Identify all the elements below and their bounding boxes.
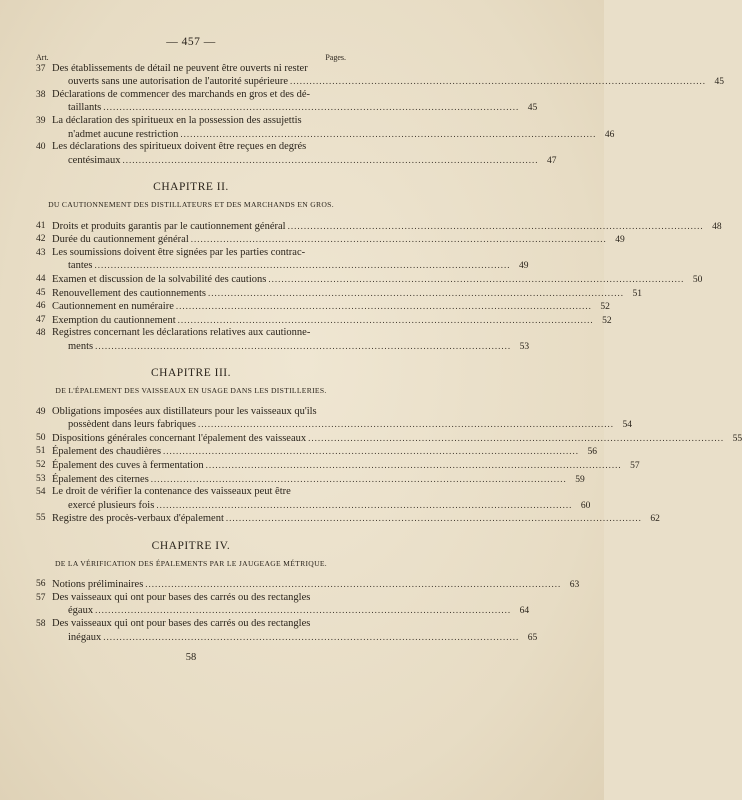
dot-leader (95, 259, 511, 272)
article-number: 45 (36, 287, 46, 298)
page-reference: 60 (580, 500, 591, 511)
entry-line (52, 259, 529, 273)
article-number: 43 (36, 247, 46, 258)
dot-leader (103, 631, 519, 644)
entry-line (52, 327, 529, 340)
article-number: 54 (36, 487, 46, 498)
page-reference: 52 (600, 302, 610, 313)
entry-text: Registre des procès-verbaux d'épalement (52, 513, 224, 525)
entry-text: inégaux (68, 631, 102, 643)
entry-text: Cautionnement en numéraire (52, 301, 174, 313)
chapter-entries (36, 578, 580, 644)
article-number: 40 (36, 142, 46, 153)
article-column-header: Art. (36, 52, 49, 62)
dot-leader (151, 473, 567, 486)
dot-leader (178, 314, 594, 327)
dot-leader (145, 578, 561, 591)
dot-leader (208, 287, 624, 300)
article-number: 47 (36, 314, 46, 325)
entry-text: Renouvellement des cautionnements (52, 287, 206, 299)
article-number: 39 (36, 115, 46, 126)
toc-entry (36, 246, 529, 273)
column-headers (36, 53, 346, 63)
entry-text: n'admet aucune restriction (68, 128, 179, 140)
entry-line (52, 314, 612, 328)
entry-text: centésimaux (68, 154, 121, 166)
entry-text: Obligations imposées aux distillateurs pour les vaisseaux qu'ils (52, 405, 317, 417)
page-reference: 49 (519, 261, 529, 272)
dot-leader (206, 459, 622, 472)
entry-text: Épalement des chaudières (52, 446, 162, 458)
chapter-title: CHAPITRE II. (153, 181, 229, 194)
entry-line (52, 604, 529, 618)
entry-line (52, 101, 537, 115)
entry-text: égaux (68, 605, 94, 617)
entry-body (52, 486, 590, 512)
dot-leader (180, 128, 596, 141)
page-number: — 457 — (166, 36, 216, 48)
dot-leader (95, 340, 511, 353)
dot-leader (176, 300, 592, 313)
article-number: 52 (36, 460, 46, 471)
entry-line (52, 89, 537, 102)
toc-entry (36, 578, 580, 592)
entry-line (52, 418, 632, 432)
entry-body (52, 459, 640, 473)
article-number: 41 (36, 220, 46, 231)
entry-body (52, 247, 529, 273)
article-number: 50 (36, 432, 46, 443)
entry-line (52, 128, 614, 142)
entry-text: Les soumissions doivent être signées par les parties contrac- (52, 246, 306, 258)
entry-text: Le droit de vérifier la contenance des vaisseaux peut être (52, 486, 291, 498)
toc-entry (36, 220, 722, 234)
toc-entry (36, 459, 640, 473)
page-reference: 63 (569, 580, 580, 591)
entry-text: ments (68, 340, 94, 352)
entry-text: La déclaration des spiritueux en la possession des assujettis (52, 114, 302, 126)
entry-body (52, 141, 556, 167)
entry-body (52, 273, 702, 287)
entry-body (52, 89, 537, 115)
entry-line (52, 115, 614, 128)
entry-text: exercé plusieurs fois (68, 499, 155, 511)
chapter-subtitle: DE LA VÉRIFICATION DES ÉPALEMENTS PAR LE JAUGEAGE MÉTRIQUE. (54, 558, 328, 568)
entry-line (52, 340, 529, 354)
entry-text: Durée du cautionnement général (52, 234, 189, 246)
chapters (36, 181, 742, 644)
page-reference: 52 (602, 315, 612, 326)
entry-line (52, 406, 632, 419)
page-reference: 46 (604, 129, 615, 140)
entry-text: Notions préliminaires (52, 579, 144, 591)
entry-text: Épalement des cuves à fermentation (52, 460, 204, 472)
dot-leader (103, 101, 519, 114)
toc-entry (36, 114, 615, 141)
toc-entry (36, 273, 703, 287)
page-reference: 45 (714, 77, 724, 88)
toc-entry (36, 141, 557, 167)
chapter-title: CHAPITRE III. (151, 367, 231, 380)
article-number: 46 (36, 301, 46, 312)
page-reference: 54 (622, 420, 633, 431)
dot-leader (156, 499, 572, 512)
article-number: 37 (36, 63, 46, 74)
article-number: 51 (36, 446, 46, 457)
chapter-subtitle: DU CAUTIONNEMENT DES DISTILLATEURS ET DES MARCHANDS EN GROS. (48, 199, 334, 209)
entry-text: Déclarations de commencer des marchands en gros et des dé- (52, 88, 311, 100)
entry-line (52, 233, 625, 247)
dot-leader (226, 512, 642, 525)
page-reference: 47 (546, 155, 557, 166)
article-number: 58 (36, 618, 46, 629)
entry-line (52, 512, 660, 526)
chapter-entries (36, 405, 742, 526)
dot-leader (95, 604, 511, 617)
page-reference: 49 (615, 235, 625, 246)
article-number: 56 (36, 579, 46, 590)
toc-entry (36, 314, 612, 328)
entry-body (52, 592, 529, 618)
entry-text: Examen et discussion de la solvabilité des cautions (52, 273, 267, 285)
toc-entry (36, 432, 742, 446)
entry-line (52, 63, 724, 76)
article-number: 38 (36, 89, 46, 100)
page-reference: 48 (712, 221, 722, 232)
article-number: 57 (36, 592, 46, 603)
page-reference: 55 (732, 433, 742, 444)
entry-line (52, 486, 590, 499)
dot-leader (163, 445, 579, 458)
chapter-subtitle: DE L'ÉPALEMENT DES VAISSEAUX EN USAGE DANS LES DISTILLERIES. (55, 386, 327, 396)
entry-body (52, 314, 612, 328)
dot-leader (191, 233, 607, 246)
dot-leader (268, 273, 684, 286)
entry-text: ouverts sans une autorisation de l'autorité supérieure (68, 76, 288, 88)
toc-entry (36, 473, 585, 487)
page-reference: 51 (632, 288, 642, 299)
entry-text: Des vaisseaux qui ont pour bases des carrés ou des rectangles (52, 617, 311, 629)
entry-body (52, 115, 614, 141)
article-number: 53 (36, 473, 46, 484)
page-reference: 56 (587, 447, 598, 458)
entry-body (52, 300, 610, 314)
toc-entry (36, 88, 538, 115)
toc-entry (36, 617, 538, 644)
entry-body (52, 406, 632, 432)
toc-entry (36, 486, 591, 512)
entry-text: Des établissements de détail ne peuvent être ouverts ni rester (52, 62, 308, 74)
page-reference: 62 (650, 514, 660, 525)
entry-body (52, 445, 597, 459)
toc-entry (36, 512, 660, 526)
page-reference: 59 (575, 474, 585, 485)
entry-body (52, 63, 724, 89)
entry-line (52, 618, 537, 631)
entry-line (52, 445, 597, 459)
toc-entry (36, 233, 625, 247)
article-number: 55 (36, 513, 46, 524)
entry-body (52, 327, 529, 353)
chapter-title: CHAPITRE IV. (151, 540, 231, 552)
entry-line (52, 141, 556, 154)
entry-line (52, 300, 610, 314)
article-number: 48 (36, 328, 46, 339)
entry-text: Droits et produits garantis par le cautionnement général (52, 220, 286, 232)
entry-text: taillants (68, 102, 102, 114)
toc-entry (36, 300, 610, 314)
page-reference: 50 (692, 274, 703, 285)
entry-body (52, 512, 660, 526)
entry-body (52, 432, 742, 446)
entry-text: Registres concernant les déclarations relatives aux cautionne- (52, 327, 311, 339)
dot-leader (198, 418, 614, 431)
toc-entry (36, 445, 598, 459)
dot-leader (288, 220, 704, 233)
entry-text: tantes (68, 260, 93, 272)
dot-leader (308, 432, 724, 445)
entry-body (52, 287, 642, 301)
entries-top (36, 62, 724, 168)
dot-leader (290, 75, 706, 88)
entry-line (52, 473, 585, 487)
entry-line (52, 220, 722, 234)
entry-line (52, 154, 556, 168)
entry-body (52, 618, 537, 644)
article-number: 42 (36, 234, 46, 245)
article-number: 44 (36, 273, 46, 284)
entry-line (52, 459, 640, 473)
page-reference: 64 (519, 606, 530, 617)
page-reference: 65 (527, 632, 538, 643)
article-number: 49 (36, 406, 46, 417)
entry-line (52, 273, 702, 287)
toc-entry (36, 62, 724, 89)
page-reference: 53 (519, 341, 530, 352)
toc-entry (36, 327, 530, 353)
toc-entry (36, 287, 642, 301)
page-reference: 57 (630, 461, 640, 472)
entry-line (52, 432, 742, 446)
entry-line (52, 247, 529, 260)
entry-body (52, 220, 722, 234)
entry-text: Des vaisseaux qui ont pour bases des carrés ou des rectangles (52, 591, 311, 603)
footer-signature: 58 (185, 652, 197, 664)
pages-column-header: Pages. (325, 52, 346, 62)
entry-line (52, 287, 642, 301)
entry-text: Épalement des citernes (52, 473, 149, 485)
toc-entry (36, 405, 633, 432)
entry-line (52, 499, 590, 513)
entry-body (52, 233, 625, 247)
entry-line (52, 578, 579, 592)
chapter-entries (36, 220, 722, 354)
entry-text: Dispositions générales concernant l'épalement des vaisseaux (52, 432, 307, 444)
entry-text: possèdent dans leurs fabriques (68, 419, 197, 431)
entry-text: Les déclarations des spiritueux doivent être reçues en degrés (52, 141, 307, 153)
entry-body (52, 578, 579, 592)
toc-entry (36, 591, 530, 618)
entry-body (52, 473, 585, 487)
entry-line (52, 75, 724, 89)
table-of-contents (36, 36, 742, 665)
page-reference: 45 (527, 103, 538, 114)
dot-leader (122, 154, 538, 167)
entry-text: Exemption du cautionnement (52, 314, 176, 326)
entry-line (52, 631, 537, 645)
entry-line (52, 592, 529, 605)
